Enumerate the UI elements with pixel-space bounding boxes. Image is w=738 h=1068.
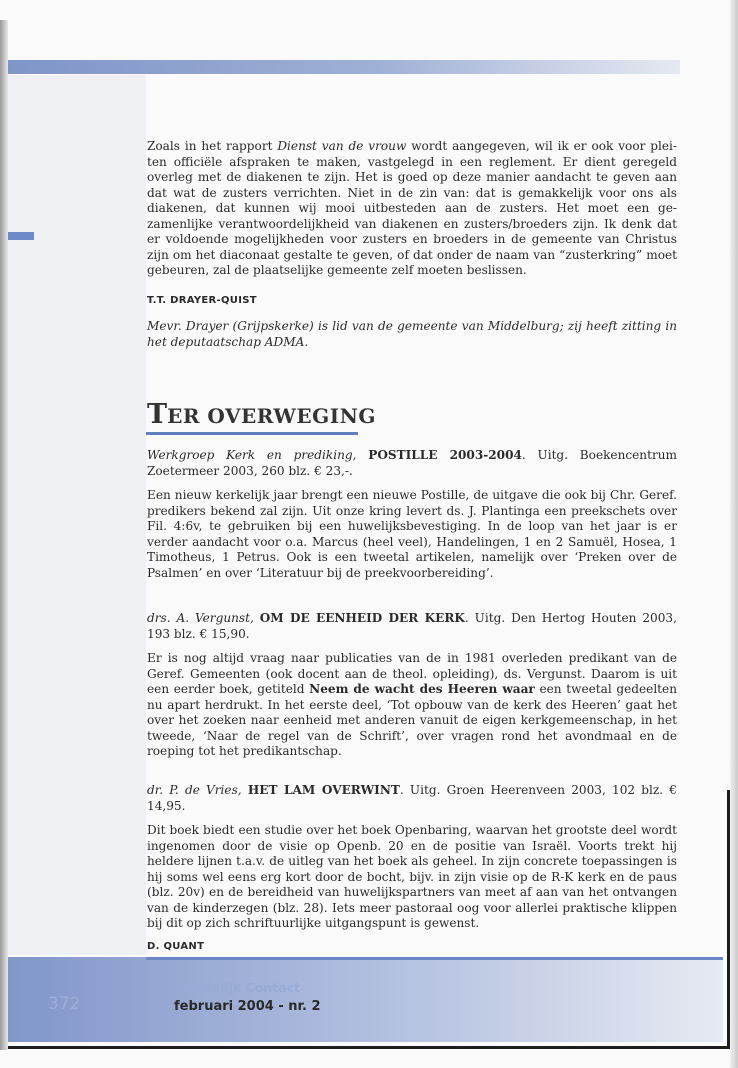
review-2-header [147,611,677,642]
intro-paragraph [147,139,677,279]
intro-text-2: wordt aangegeven, wil ik er ook voor pleiten officiële afspraken te maken, vastgelegd in een reglement. Er dient geregeld overleg met de diakenen te zijn. Het is goed op deze manier aandacht te geven aan dat wat de zusters verrichten. Niet in de zin van: dat is gemakkelijk voor ons als diakenen, dat kunnen wij mooi uitbesteden aan de zusters. Het moet een gezamenlijke verantwoordelijkheid van diakenen en zusters/broeders zijn. Ik denk dat er voldoende mogelijkheden voor zusters en broeders in de gemeente van Christus zijn om het diaconaat gestalte te geven, of dat onder de naam van “zusterkring” moet gebeuren, zal de plaatselijke gemeente zelf moeten beslissen. [147,139,678,277]
section-title [147,399,376,430]
review-3-title: HET LAM OVERWINT [247,783,400,797]
review-1-title: POSTILLE 2003-2004 [368,448,522,462]
review-2-body-2: een tweetal gedeelten nu apart herdrukt. In het eerste deel, ‘Tot opbouw van de kerk des Heeren’ gaat het over het zoeken naar eenheid met anderen vanuit de eigen kerkgemeenschap, in het tweede, ‘Naar de regel van de Schrift’, over vragen rond het avondmaal en de roeping tot het predikantschap. [147,682,677,758]
report-title: Dienst van de vrouw [277,139,407,153]
binding-shadow [0,20,8,1050]
review-2-publication: . Uitg. Den Hertog Houten 2003, 193 blz. € 15,90. [147,611,677,641]
review-3-header [147,783,677,814]
review-3-publication: . Uitg. Groen Heerenveen 2003, 102 blz. € 14,95. [147,783,677,813]
review-2-book-title: Neem de wacht des Heeren waar [309,682,535,696]
review-2-body-1: Er is nog altijd vraag naar publicaties van de in 1981 overleden predikant van de Geref. Gemeenten (ook docent aan de theol. opleiding), ds. Vergunst. Daarom is uit een eerder boek, getiteld [147,651,677,696]
intro-block [147,139,677,350]
sidebar-band [8,75,146,955]
page-number: 372 [48,994,81,1014]
review-1 [147,448,677,581]
review-2-body [147,651,677,760]
issue-label: februari 2004 - nr. 2 [174,999,321,1014]
intro-author: T.T. DRAYER-QUIST [147,294,257,306]
footer-band [8,957,723,1042]
review-1-header [147,448,677,479]
section-title-initial: T [147,399,168,430]
review-3 [147,783,677,954]
author-note: Mevr. Drayer (Grijpskerke) is lid van de gemeente van Middelburg; zij heeft zitting in het deputaatschap ADMA. [147,319,677,349]
magazine-name: Ambtelijk Contact [174,980,301,995]
review-1-author: Werkgroep Kerk en prediking, [147,448,357,462]
review-3-body: Dit boek biedt een studie over het boek Openbaring, waarvan het grootste deel wordt ingenomen door de visie op Openb. 20 en de positie van Israël. Voorts trekt hij heldere lijnen t.a.v. de uitleg van het boek als geheel. In zijn concrete toepassingen is hij soms wel eens erg kort door de bocht, bijv. in zijn visie op de R-K kerk en de paus (blz. 20v) en de bereidheid van huwelijkspartners van meet af aan van het ontvangen van de kinderzegen (blz. 28). Iets meer pastoraal oog voor allerlei praktische klippen bij dit op zich schriftuurlijke uitgangspunt is gewenst. [147,823,677,930]
reviewer-signature: D. QUANT [147,940,205,952]
review-2 [147,611,677,760]
right-border [727,790,730,1049]
review-1-body: Een nieuw kerkelijk jaar brengt een nieuwe Postille, de uitgave die ook bij Chr. Geref. predikers bekend zal zijn. Uit onze kring levert ds. J. Plantinga een preekschets over Fil. 4:6v, te gebruiken bij een huwelijksbevestiging. In de loop van het jaar is er verder aandacht voor o.a. Marcus (heel veel), Handelingen, 1 en 2 Samuël, Hosea, 1 Timotheus, 1 Petrus. Ook is een tweetal artikelen, namelijk over ‘Preken over de Psalmen’ en over ‘Literatuur bij de preekvoorbereiding’. [147,488,677,580]
page-edge [730,0,738,1068]
review-2-author: drs. A. Vergunst, [147,611,254,625]
intro-text-1: Zoals in het rapport [147,139,278,153]
continuation-marker [8,232,34,240]
bottom-border [8,1046,730,1049]
review-2-title: OM DE EENHEID DER KERK [259,611,465,625]
section-title-rest: ER OVERWEGING [167,404,376,428]
header-band [8,60,680,74]
section-title-rule [146,432,358,435]
review-1-publication: . Uitg. Boekencentrum Zoetermeer 2003, 260 blz. € 23,-. [147,448,677,478]
review-3-author: dr. P. de Vries, [147,783,242,797]
footer-rule [146,957,723,960]
